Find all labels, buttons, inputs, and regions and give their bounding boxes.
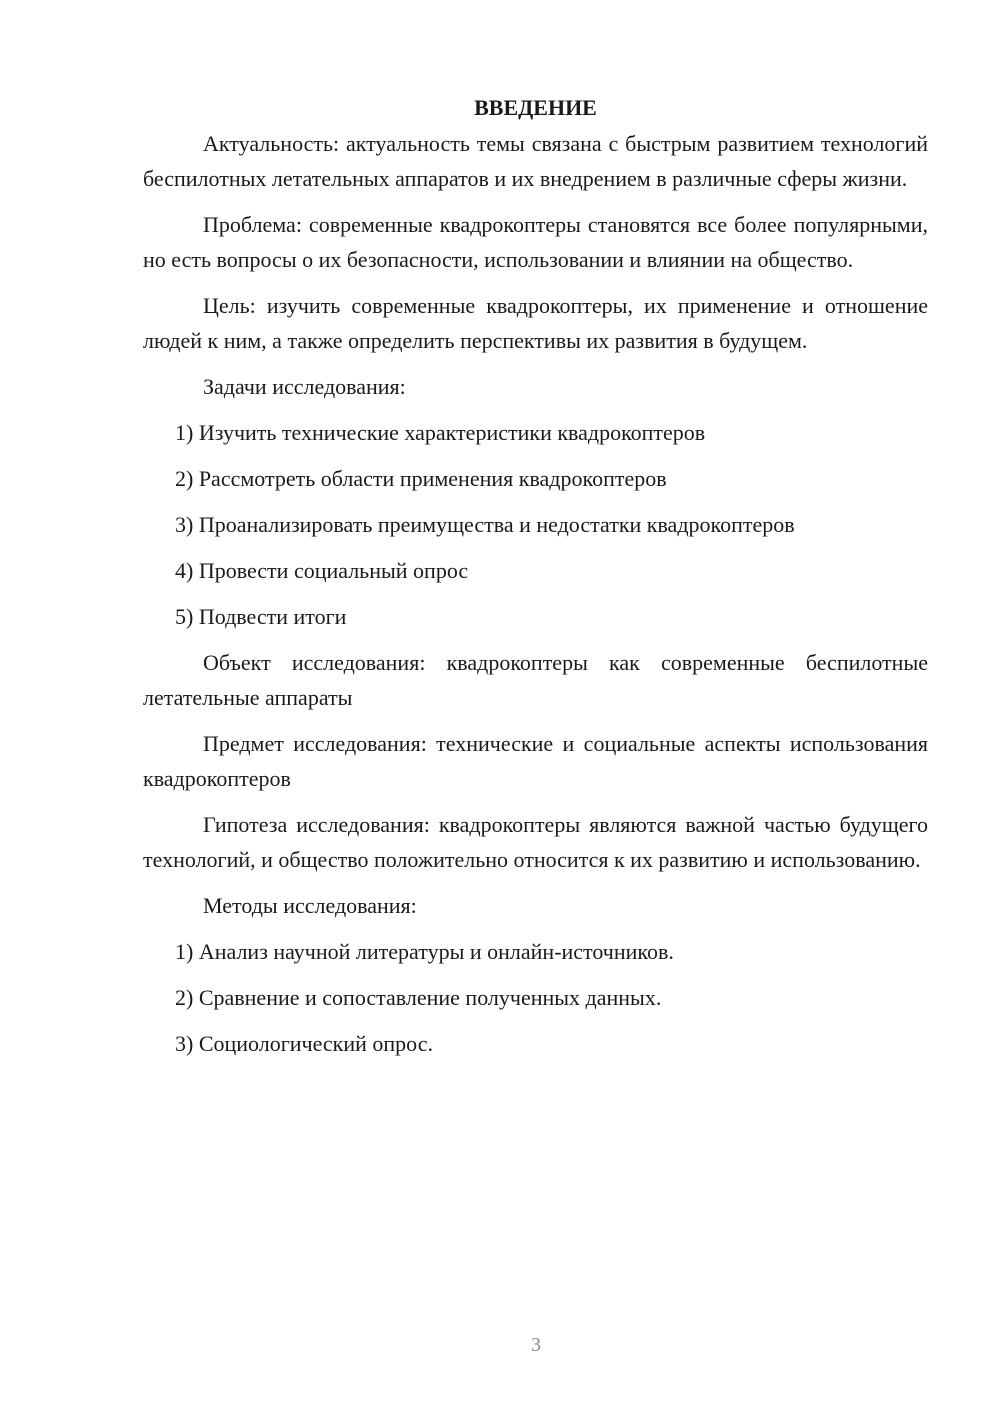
list-item: 3) Социологический опрос. xyxy=(175,1031,433,1056)
goal-paragraph: Цель: изучить современные квадрокоптеры, их применение и отношение людей к ним, а также определить перспективы их развития в будущем. xyxy=(143,293,928,353)
problem-paragraph: Проблема: современные квадрокоптеры становятся все более популярными, но есть вопросы о их безопасности, использовании и влиянии на общество. xyxy=(143,212,928,272)
document-page xyxy=(143,90,928,1072)
tasks-label: Задачи исследования: xyxy=(203,374,406,399)
list-item: 1) Анализ научной литературы и онлайн-источников. xyxy=(175,939,674,964)
list-item: 1) Изучить технические характеристики квадрокоптеров xyxy=(175,420,706,445)
hypothesis-paragraph: Гипотеза исследования: квадрокоптеры являются важной частью будущего технологий, и общество положительно относится к их развитию и использованию. xyxy=(143,812,928,872)
tasks-list xyxy=(143,415,928,634)
methods-label: Методы исследования: xyxy=(203,893,417,918)
list-item: 3) Проанализировать преимущества и недостатки квадрокоптеров xyxy=(175,512,795,537)
methods-list xyxy=(143,934,928,1061)
list-item: 4) Провести социальный опрос xyxy=(175,558,469,583)
relevance-paragraph: Актуальность: актуальность темы связана с быстрым развитием технологий беспилотных летательных аппаратов и их внедрением в различные сферы жизни. xyxy=(143,131,928,191)
list-item: 2) Сравнение и сопоставление полученных данных. xyxy=(175,985,662,1010)
list-item: 5) Подвести итоги xyxy=(175,604,347,629)
object-paragraph: Объект исследования: квадрокоптеры как современные беспилотные летательные аппараты xyxy=(143,650,928,710)
page-number: 3 xyxy=(531,1334,541,1356)
list-item: 2) Рассмотреть области применения квадрокоптеров xyxy=(175,466,667,491)
subject-paragraph: Предмет исследования: технические и социальные аспекты использования квадрокоптеров xyxy=(143,731,928,791)
section-heading: ВВЕДЕНИЕ xyxy=(474,95,597,120)
